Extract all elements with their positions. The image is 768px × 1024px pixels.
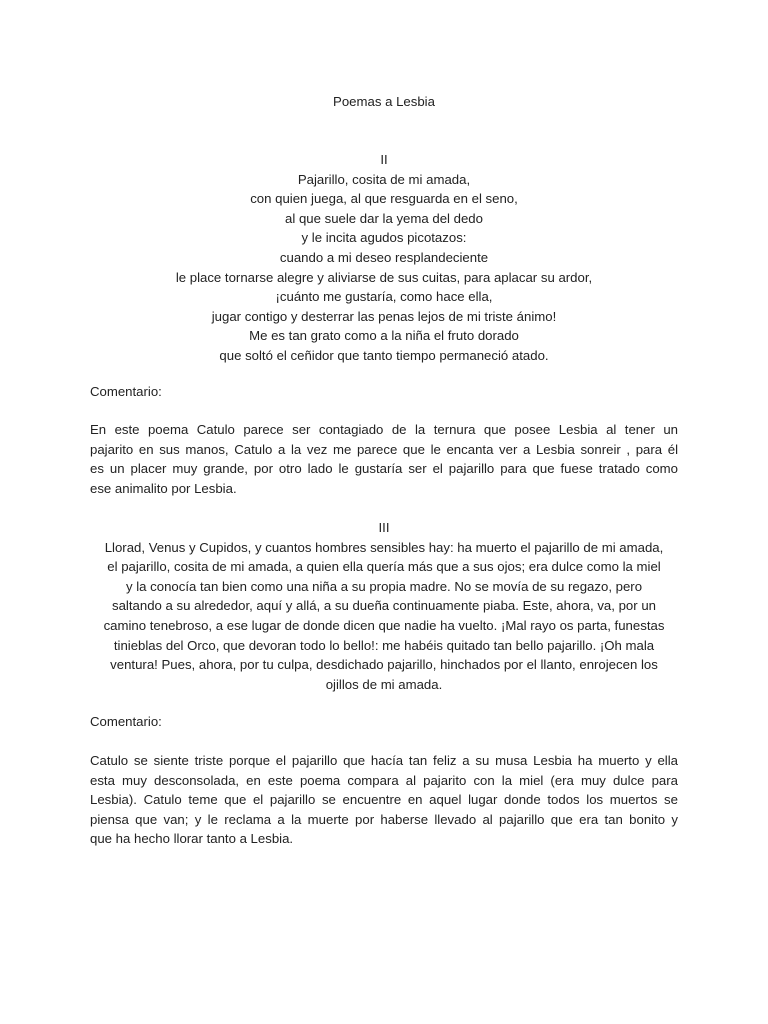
comment-heading: Comentario: — [90, 384, 162, 399]
poem-line: saltando a su alrededor, aquí y allá, a su dueña continuamente piaba. Este, ahora, va, por un — [112, 598, 656, 614]
poem-line: jugar contigo y desterrar las penas lejos de mi triste ánimo! — [211, 308, 557, 324]
paragraph-line: que ha hecho llorar tanto a Lesbia. — [90, 831, 294, 847]
poem-line: y la conocía tan bien como una niña a su propia madre. No se movía de su regazo, pero — [125, 578, 643, 594]
poem-number: II — [380, 152, 388, 167]
poem-line: que soltó el ceñidor que tanto tiempo permaneció atado. — [219, 347, 549, 363]
poem-line: Me es tan grato como a la niña el fruto dorado — [249, 328, 519, 344]
poem-line: con quien juega, al que resguarda en el seno, — [250, 191, 518, 207]
poem-line: ventura! Pues, ahora, por tu culpa, desdichado pajarillo, hinchados por el llanto, enrojecen los — [110, 657, 658, 673]
paragraph-line: pajarito en sus manos, Catulo a la vez me parece que le encanta ver a Lesbia sonreir , para él — [90, 441, 678, 457]
document-title: Poemas a Lesbia — [333, 94, 435, 109]
poem-line: cuando a mi deseo resplandeciente — [279, 249, 489, 265]
comment-paragraph — [90, 420, 678, 498]
poem-ii — [90, 150, 678, 366]
poem-line: tinieblas del Orco, que devoran todo lo bello!: me habéis quitado tan bello pajarillo. ¡Oh mala — [113, 637, 655, 653]
poem-line: al que suele dar la yema del dedo — [285, 210, 483, 226]
poem-line: Pajarillo, cosita de mi amada, — [297, 171, 471, 187]
comment-heading: Comentario: — [90, 714, 162, 729]
paragraph-line: Catulo se siente triste porque el pajarillo que hacía tan feliz a su musa Lesbia ha muerto y ella — [90, 753, 678, 768]
paragraph-line: En este poema Catulo parece ser contagiado de la ternura que posee Lesbia al tener un — [90, 422, 678, 437]
poem-line: camino tenebroso, a ese lugar de donde dicen que nadie ha vuelto. ¡Mal rayo os parta, funestas — [103, 617, 665, 633]
poem-line: Llorad, Venus y Cupidos, y cuantos hombres sensibles hay: ha muerto el pajarillo de mi amada, — [104, 539, 664, 555]
poem-line: ¡cuánto me gustaría, como hace ella, — [275, 289, 493, 305]
paragraph-line: Lesbia). Catulo teme que el pajarillo se encuentre en aquel lugar donde todos los muertos se — [90, 792, 678, 808]
poem-iii — [88, 518, 680, 694]
poem-line: el pajarillo, cosita de mi amada, a quien ella quería más que a sus ojos; era dulce como la miel — [107, 559, 661, 575]
paragraph-line: es un placer muy grande, por otro lado le gustaría ser el pajarillo para que fuese tratado como — [90, 461, 678, 477]
comment-paragraph — [90, 751, 678, 849]
poem-line: ojillos de mi amada. — [325, 676, 443, 692]
poem-number: III — [378, 520, 390, 535]
paragraph-line: esta muy desconsolada, en este poema compara al pajarito con la miel (era muy dulce para — [90, 772, 678, 788]
poem-line: y le incita agudos picotazos: — [301, 230, 467, 246]
poem-line: le place tornarse alegre y aliviarse de sus cuitas, para aplacar su ardor, — [175, 269, 593, 285]
paragraph-line: ese animalito por Lesbia. — [90, 480, 237, 496]
paragraph-line: piensa que van; y le reclama a la muerte por haberse llevado al pajarillo que era tan bonito y — [90, 811, 678, 827]
